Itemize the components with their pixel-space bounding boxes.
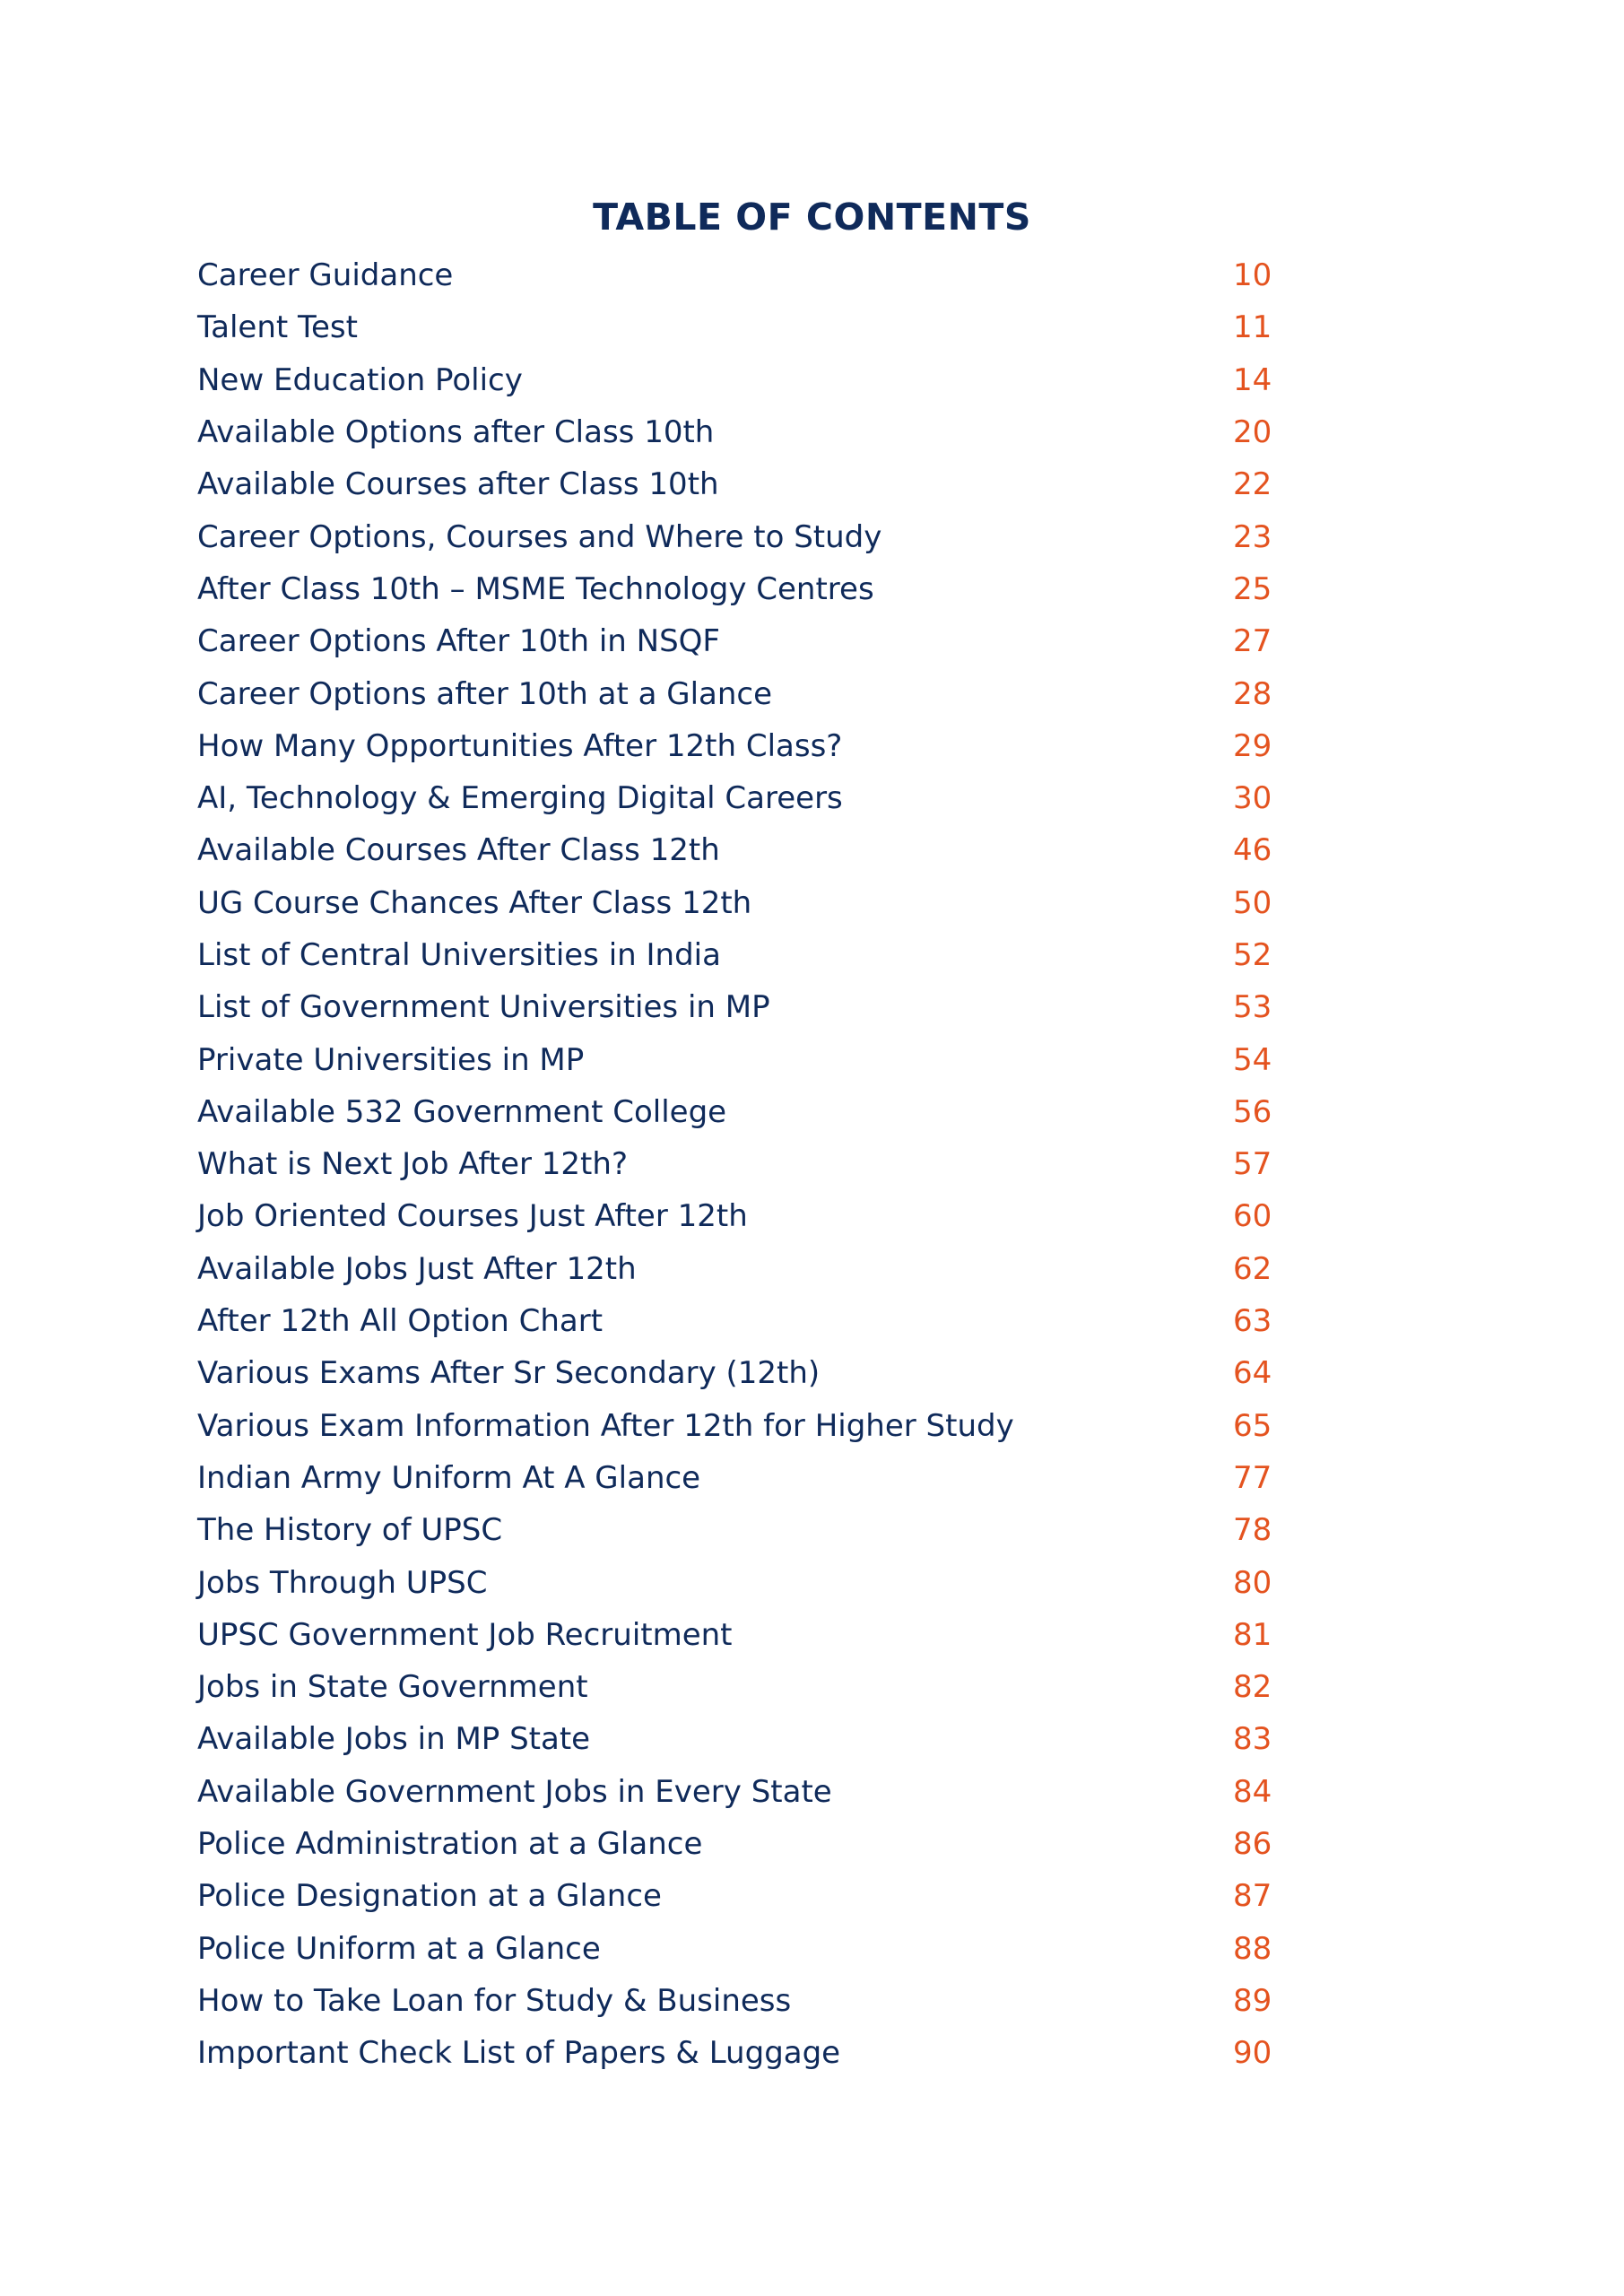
- toc-entry-page-number: 78: [1233, 1512, 1272, 1549]
- toc-entry[interactable]: [197, 1713, 1272, 1765]
- toc-entry[interactable]: [197, 981, 1272, 1033]
- toc-entry-page-number: 84: [1233, 1773, 1272, 1810]
- toc-entry-page-number: 83: [1233, 1721, 1272, 1758]
- toc-entry[interactable]: [197, 249, 1272, 301]
- toc-entry[interactable]: [197, 510, 1272, 562]
- toc-entry-page-number: 27: [1233, 623, 1272, 660]
- toc-entry-label: Various Exam Information After 12th for Higher Study: [197, 1407, 1014, 1444]
- toc-entry-label: Career Guidance: [197, 257, 454, 294]
- toc-entry-label: Police Administration at a Glance: [197, 1826, 703, 1863]
- toc-entry-page-number: 28: [1233, 675, 1272, 712]
- toc-entry-page-number: 64: [1233, 1355, 1272, 1392]
- toc-entry-page-number: 81: [1233, 1616, 1272, 1653]
- toc-entry[interactable]: [197, 1609, 1272, 1661]
- toc-entry-page-number: 90: [1233, 2035, 1272, 2072]
- toc-entry-page-number: 60: [1233, 1198, 1272, 1235]
- toc-entry[interactable]: [197, 1975, 1272, 2027]
- toc-entry-page-number: 52: [1233, 937, 1272, 973]
- toc-entry[interactable]: [197, 877, 1272, 929]
- toc-entry-label: Available Jobs in MP State: [197, 1721, 591, 1758]
- toc-entry-page-number: 53: [1233, 989, 1272, 1026]
- toc-entry-label: What is Next Job After 12th?: [197, 1146, 628, 1183]
- toc-entry-label: Career Options after 10th at a Glance: [197, 675, 773, 712]
- toc-entry-page-number: 57: [1233, 1146, 1272, 1183]
- toc-entry-label: Various Exams After Sr Secondary (12th): [197, 1355, 821, 1392]
- toc-entry[interactable]: [197, 458, 1272, 510]
- toc-entry-page-number: 46: [1233, 832, 1272, 869]
- toc-entry-label: Available Courses after Class 10th: [197, 466, 719, 503]
- toc-entry[interactable]: [197, 1452, 1272, 1504]
- toc-entry-label: How Many Opportunities After 12th Class?: [197, 727, 843, 764]
- toc-entry[interactable]: [197, 1923, 1272, 1975]
- toc-entry-page-number: 25: [1233, 570, 1272, 607]
- toc-entry-page-number: 56: [1233, 1093, 1272, 1130]
- toc-entry-page-number: 80: [1233, 1564, 1272, 1601]
- toc-entry-page-number: 87: [1233, 1878, 1272, 1915]
- toc-entry[interactable]: [197, 1400, 1272, 1452]
- toc-entry-page-number: 63: [1233, 1303, 1272, 1340]
- toc-entry-label: Police Designation at a Glance: [197, 1878, 662, 1915]
- toc-entry-page-number: 10: [1233, 257, 1272, 294]
- toc-entry-page-number: 77: [1233, 1459, 1272, 1496]
- toc-entry-label: AI, Technology & Emerging Digital Careers: [197, 780, 843, 817]
- toc-entry-label: Jobs in State Government: [197, 1669, 588, 1706]
- toc-entry-label: Available Jobs Just After 12th: [197, 1250, 637, 1287]
- toc-entry[interactable]: [197, 1870, 1272, 1922]
- toc-entry-label: Police Uniform at a Glance: [197, 1930, 601, 1967]
- page-title: TABLE OF CONTENTS: [593, 196, 1031, 239]
- toc-entry-page-number: 62: [1233, 1250, 1272, 1287]
- toc-entry[interactable]: [197, 1033, 1272, 1085]
- toc-entry-page-number: 20: [1233, 414, 1272, 451]
- toc-entry-label: UG Course Chances After Class 12th: [197, 884, 752, 921]
- toc-entry[interactable]: [197, 1347, 1272, 1399]
- toc-entry[interactable]: [197, 1243, 1272, 1295]
- toc-entry-page-number: 82: [1233, 1669, 1272, 1706]
- toc-entry-page-number: 50: [1233, 884, 1272, 921]
- toc-entry-label: How to Take Loan for Study & Business: [197, 1982, 792, 2019]
- toc-entry-label: Available Options after Class 10th: [197, 414, 715, 451]
- toc-entry-label: Available Government Jobs in Every State: [197, 1773, 832, 1810]
- toc-entry[interactable]: [197, 1504, 1272, 1556]
- toc-entry-page-number: 88: [1233, 1930, 1272, 1967]
- toc-entry-label: Private Universities in MP: [197, 1041, 585, 1078]
- toc-entry-page-number: 86: [1233, 1826, 1272, 1863]
- toc-entry-page-number: 22: [1233, 466, 1272, 503]
- toc-entry-label: List of Government Universities in MP: [197, 989, 770, 1026]
- toc-entry-page-number: 30: [1233, 780, 1272, 817]
- toc-entry[interactable]: [197, 354, 1272, 406]
- toc-entry[interactable]: [197, 1086, 1272, 1138]
- toc-entry[interactable]: [197, 1556, 1272, 1608]
- toc-entry-label: Jobs Through UPSC: [197, 1564, 488, 1601]
- toc-entry[interactable]: [197, 667, 1272, 719]
- toc-entry[interactable]: [197, 1138, 1272, 1190]
- toc-entry[interactable]: [197, 824, 1272, 876]
- toc-entry-label: Available 532 Government College: [197, 1093, 727, 1130]
- toc-entry-label: Career Options, Courses and Where to Study: [197, 518, 882, 555]
- toc-entry[interactable]: [197, 1766, 1272, 1818]
- toc-entry-label: The History of UPSC: [197, 1512, 503, 1549]
- toc-entry-label: Job Oriented Courses Just After 12th: [197, 1198, 748, 1235]
- toc-entry[interactable]: [197, 1661, 1272, 1713]
- toc-entry-label: Career Options After 10th in NSQF: [197, 623, 720, 660]
- toc-entry-label: List of Central Universities in India: [197, 937, 721, 973]
- toc-entry-page-number: 54: [1233, 1041, 1272, 1078]
- toc-entry[interactable]: [197, 772, 1272, 824]
- toc-entry-page-number: 89: [1233, 1982, 1272, 2019]
- toc-entry-page-number: 14: [1233, 361, 1272, 398]
- toc-entry-label: Available Courses After Class 12th: [197, 832, 720, 869]
- toc-entry[interactable]: [197, 301, 1272, 353]
- toc-entry-page-number: 11: [1233, 309, 1272, 346]
- toc-entry-label: UPSC Government Job Recruitment: [197, 1616, 733, 1653]
- toc-list: [197, 249, 1272, 2079]
- toc-entry-label: After 12th All Option Chart: [197, 1303, 604, 1340]
- toc-entry[interactable]: [197, 406, 1272, 458]
- toc-entry-page-number: 29: [1233, 727, 1272, 764]
- toc-entry[interactable]: [197, 1295, 1272, 1347]
- toc-entry-label: After Class 10th – MSME Technology Centres: [197, 570, 874, 607]
- toc-entry[interactable]: [197, 1190, 1272, 1242]
- toc-entry[interactable]: [197, 615, 1272, 667]
- toc-entry[interactable]: [197, 563, 1272, 615]
- toc-entry-label: New Education Policy: [197, 361, 523, 398]
- toc-entry[interactable]: [197, 929, 1272, 981]
- toc-entry[interactable]: [197, 2027, 1272, 2079]
- toc-entry[interactable]: [197, 720, 1272, 772]
- toc-entry[interactable]: [197, 1818, 1272, 1870]
- toc-entry-page-number: 65: [1233, 1407, 1272, 1444]
- toc-entry-label: Indian Army Uniform At A Glance: [197, 1459, 701, 1496]
- toc-entry-label: Talent Test: [197, 309, 358, 346]
- toc-entry-label: Important Check List of Papers & Luggage: [197, 2035, 841, 2072]
- toc-entry-page-number: 23: [1233, 518, 1272, 555]
